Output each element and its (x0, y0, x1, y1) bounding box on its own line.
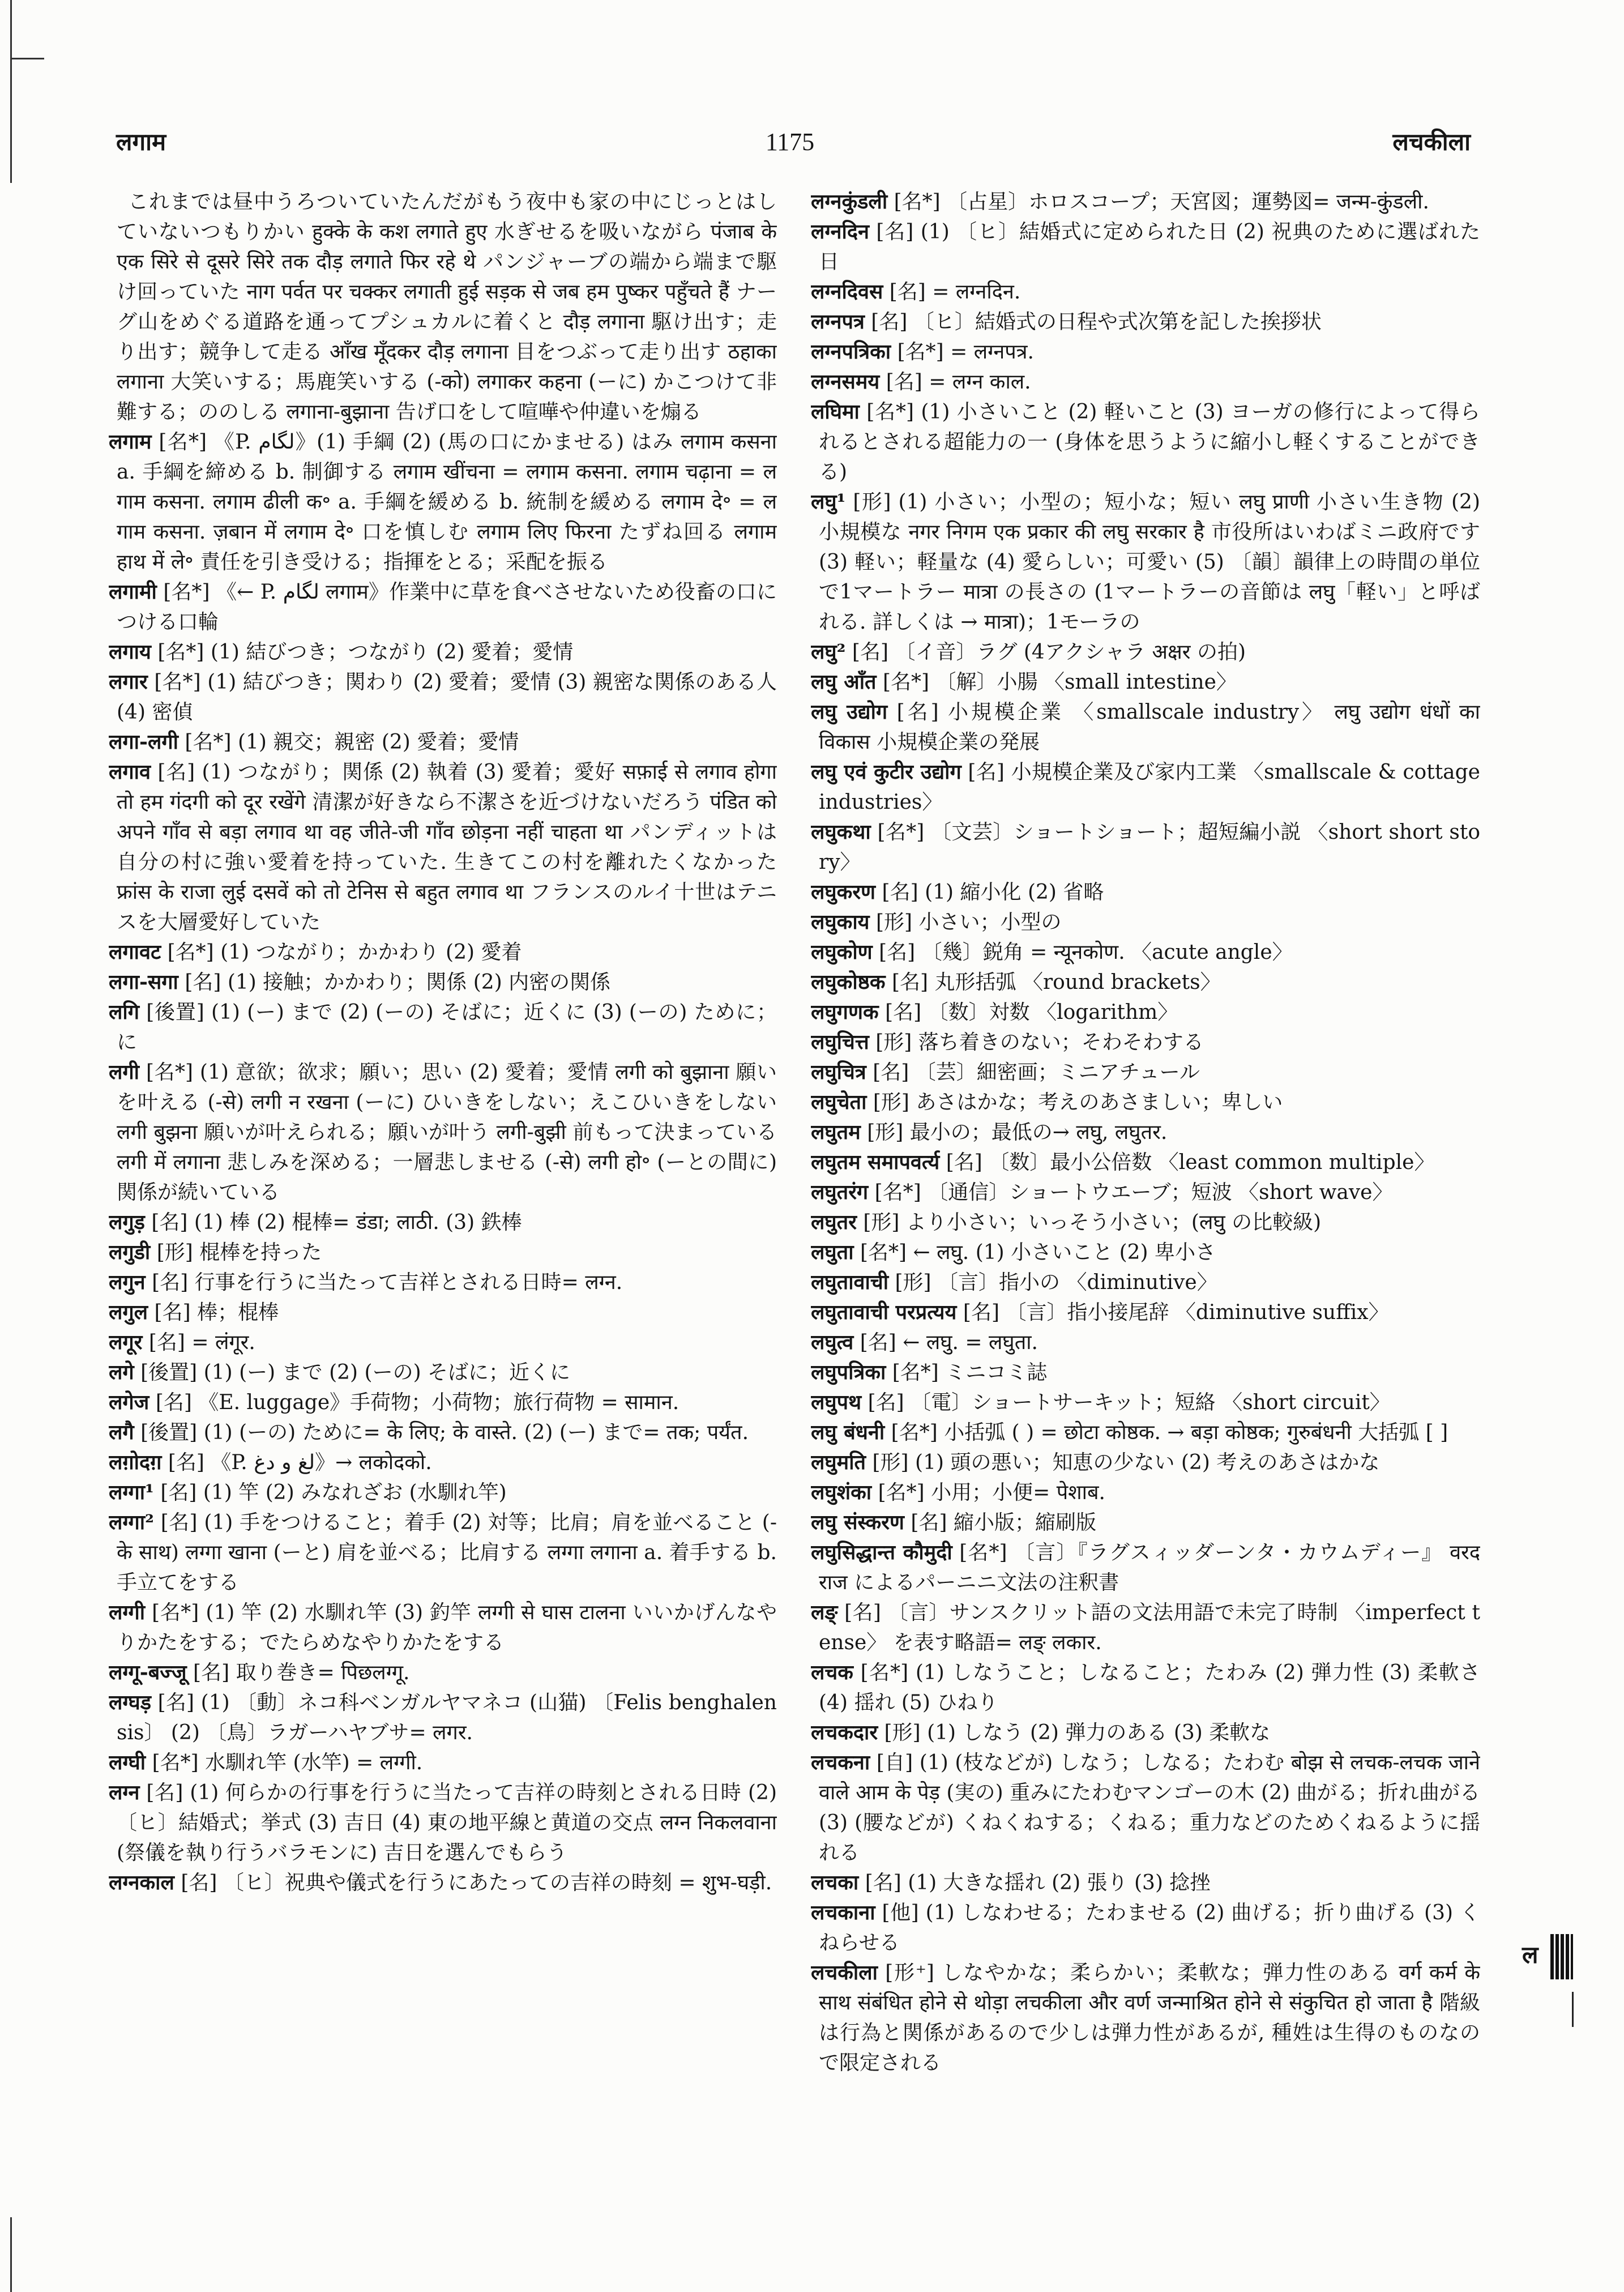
headword: लघुता (811, 1240, 854, 1264)
headword: लग्नपत्र (811, 310, 865, 334)
right-guide-word: लचकीला (1392, 128, 1471, 156)
dictionary-entry (109, 1057, 777, 1207)
right-column (811, 187, 1480, 2248)
headword: लगि (109, 1000, 140, 1024)
definition: [名] 〔言〕指小接尾辞 〈diminutive suffix〉 (963, 1301, 1389, 1324)
dictionary-entry (109, 1598, 777, 1658)
headword: लचकदार (811, 1721, 878, 1744)
headword: लचकीला (811, 1961, 878, 1984)
dictionary-entry (109, 1388, 777, 1418)
headword: लघुचित्त (811, 1030, 869, 1054)
definition: [名*] (1) 結びつき；関わり (2) 愛着；愛情 (3) 親密な関係のある人 (4) 密偵 (117, 671, 777, 724)
headword: लग्नकाल (109, 1871, 174, 1894)
headword: लग्गा² (109, 1510, 154, 1534)
definition: [形] 小さい；小型の (876, 911, 1062, 934)
dictionary-entry (811, 667, 1480, 697)
headword: लघुतम समापवर्त्य (811, 1150, 940, 1174)
definition: [名*] 〔占星〕ホロスコープ；天宮図；運勢図= जन्म-कुंडली. (894, 190, 1429, 214)
dictionary-entry (109, 667, 777, 727)
definition: [名] 〔数〕最小公倍数 〈least common multiple〉 (946, 1151, 1435, 1174)
dictionary-entry (811, 1508, 1480, 1538)
dictionary-entry (109, 1508, 777, 1598)
continued-entry (109, 187, 777, 427)
definition: [形] 〔言〕指小の 〈diminutive〉 (895, 1271, 1217, 1294)
dictionary-entry (109, 1688, 777, 1748)
dictionary-entry (109, 1478, 777, 1508)
definition: [名] 〔芸〕細密画；ミニアチュール (873, 1061, 1200, 1084)
dictionary-entry (109, 1448, 777, 1478)
definition: [名] (1) 〔動〕ネコ科ベンガルヤマネコ (山猫) 〔Felis benghalensis〕 (2) 〔鳥〕ラガーハヤブサ= लगर. (117, 1691, 777, 1744)
headword: लग्घड़ (109, 1691, 152, 1714)
headword: लग्नदिन (811, 220, 869, 244)
dictionary-entry (811, 277, 1480, 307)
definition: [形] (1) しなう (2) 弾力のある (3) 柔軟な (884, 1721, 1271, 1744)
dictionary-entry (811, 697, 1480, 757)
definition: [名] ← लघु. = लघुता. (860, 1331, 1038, 1354)
definition: [名*] = लग्नपत्र. (897, 340, 1034, 364)
headword: लग्नसमय (811, 370, 880, 394)
definition: [名*] 〔解〕小腸 〈small intestine〉 (882, 671, 1237, 694)
headword: लगा-सगा (109, 970, 178, 994)
definition: [他] (1) しなわせる；たわませる (2) 曲げる；折り曲げる (3) くねらせる (819, 1901, 1480, 1954)
definition: [名*] 〔通信〕ショートウエーブ；短波 〈short wave〉 (874, 1181, 1393, 1204)
definition: [名] 丸形括弧 〈round brackets〉 (891, 971, 1221, 994)
headword: लघिमा (811, 400, 860, 424)
definition: [名*] (1) 小さいこと (2) 軽いこと (3) ヨーガの修行によって得られるとされる超能力の一 (身体を思うように縮小し軽くすることができる) (819, 400, 1480, 484)
headword: लघुकोष्ठक (811, 970, 886, 994)
dictionary-entry (811, 1598, 1480, 1658)
definition: [名] 〔数〕対数 〈logarithm〉 (885, 1001, 1178, 1024)
definition: [名] (1) つながり；関係 (2) 執着 (3) 愛着；愛好 सफ़ाई से लगाव होगा तो हम गंदगी को दूर रखेंगे 清潔が好きなら不潔さを近づけないだろう पंडित को अपने गाँव से बड़ा लगाव था वह जीते-जी गाँव छोड़ना नहीं चाहता था パンディットは自分の村に強い愛着を持っていた. 生きてこの村を離れたくなかった फ्रांस के राजा लुई दसवें को तो टेनिस से बहुत लगाव था フランスのルイ十世はテニスを大層愛好していた (117, 761, 777, 934)
definition: [形] 棍棒を持った (156, 1241, 322, 1264)
definition: [名*] 《← P. لگام लगाम》作業中に草を食べさせないため役畜の口につける口輪 (117, 581, 777, 634)
dictionary-entry (811, 1958, 1480, 2078)
headword: लघुकरण (811, 880, 876, 904)
definition: [形⁺] しなやかな；柔らかい；柔軟な；弾力性のある वर्ग कर्म के साथ संबंधित होने से थोड़ा लचकीला और वर्ण जन्माश्रित होने से संकुचित हो जाता है 階級は行為と関係があるので少しは弾力性があるが, 種姓は生得のものなので限定される (819, 1961, 1480, 2075)
definition: [名*] 《P. لگام》(1) 手綱 (2) (馬の口にかませる) はみ लगाम कसना a. 手綱を締める b. 制御する लगाम खींचना = लगाम कसना. लगाम चढ़ाना = लगाम कसना. लगाम ढीली क॰ a. 手綱を緩める b. 統制を緩める लगाम दे॰ = लगाम कसना. ज़बान में लगाम दे॰ 口を慎しむ लगाम लिए फिरना たずね回る लगाम हाथ में ले॰ 責任を引き受ける；指揮をとる；采配を振る (117, 430, 777, 574)
dictionary-entry (811, 637, 1480, 667)
headword: लग्न (109, 1781, 140, 1804)
dictionary-entry (811, 1117, 1480, 1147)
dictionary-entry (811, 967, 1480, 997)
definition: [名] 〔言〕サンスクリット語の文法用語で未完了時制 〈imperfect tense〉 を表す略語= लङ् लकार. (819, 1601, 1480, 1654)
headword: लग्गा¹ (109, 1480, 154, 1504)
headword: लघु उद्योग (811, 700, 888, 724)
headword: लघुमति (811, 1450, 866, 1474)
definition: [形] より小さい；いっそう小さい；(लघु の比較級) (863, 1211, 1322, 1234)
dictionary-entry (109, 727, 777, 757)
definition: [名*] 〔文芸〕ショートショート；超短編小説 〈short short story〉 (819, 821, 1480, 874)
dictionary-entry (811, 997, 1480, 1027)
headword: लघुपत्रिका (811, 1360, 886, 1384)
definition: [名*] ミニコミ誌 (892, 1361, 1048, 1384)
definition: [名*] (1) 結びつき；つながり (2) 愛着；愛情 (157, 641, 574, 664)
headword: लगुल (109, 1300, 148, 1324)
definition: [名] = लग्न काल. (886, 370, 1031, 394)
headword: लघुशंका (811, 1480, 872, 1504)
definition: [名*] 水馴れ竿 (水竿) = लग्गी. (152, 1751, 423, 1774)
headword: लघुपथ (811, 1390, 862, 1414)
dictionary-entry (109, 937, 777, 967)
definition: [名*] (1) 意欲；欲求；願い；思い (2) 愛着；愛情 लगी को बुझाना 願いを叶える (-से) लगी न रखना (ーに) ひいきをしない；えこひいきをしない लगी बुझना 願いが叶えられる；願いが叶う लगी-बुझी 前もって決まっている लगी में लगाना 悲しみを深める；一層悲しませる (-से) लगी हो॰ (ーとの間に) 関係が続いている (117, 1061, 777, 1204)
scan-edge-mark (10, 58, 44, 59)
definition: [名] (1) 手をつけること；着手 (2) 対等；比肩；肩を並べること (-के साथ) लग्गा खाना (ーと) 肩を並べる；比肩する लग्गा लगाना a. 着手する b. 手立てをする (117, 1511, 777, 1594)
headword: लगे (109, 1360, 134, 1384)
definition: [自] (1) (枝などが) しなう；しなる；たわむ बोझ से लचक-लचक जाने वाले आम के पेड़ (実の) 重みにたわむマンゴーの木 (2) 曲がる；折れ曲がる (3) (腰などが) くねくねする；くねる；重力などのためくねるように揺れる (819, 1751, 1480, 1864)
headword: लगै (109, 1420, 134, 1444)
dictionary-entry (811, 1087, 1480, 1117)
dictionary-entry (811, 817, 1480, 877)
dictionary-entry (811, 367, 1480, 397)
dictionary-entry (109, 1358, 777, 1388)
dictionary-entry (811, 1177, 1480, 1207)
headword: लचका (811, 1871, 859, 1894)
headword: लग्नपत्रिका (811, 340, 891, 364)
dictionary-entry (109, 1207, 777, 1237)
definition: [名*] 小用；小便= पेशाब. (878, 1481, 1105, 1504)
dictionary-entry (811, 1147, 1480, 1177)
headword: लगाव (109, 760, 151, 784)
dictionary-entry (109, 967, 777, 997)
definition: [名*] (1) しなうこと；しなること；たわみ (2) 弾力性 (3) 柔軟さ (4) 揺れ (5) ひねり (819, 1661, 1480, 1714)
definition: [名] 〔幾〕鋭角 = न्यूनकोण. 〈acute angle〉 (879, 941, 1293, 964)
headword: लगी (109, 1060, 140, 1084)
headword: लघुत्व (811, 1330, 854, 1354)
dictionary-entry (811, 1538, 1480, 1598)
headword: लघुकथा (811, 820, 871, 844)
headword: लचकना (811, 1751, 870, 1774)
thumb-index (1522, 1928, 1579, 2036)
headword: लघुसिद्धान्त कौमुदी (811, 1540, 952, 1564)
definition: [名*] 小括弧 ( ) = छोटा कोष्ठक. → बड़ा कोष्ठक; गुरुबंधनी 大括弧 [ ] (891, 1421, 1448, 1444)
headword: लग्गी (109, 1600, 146, 1624)
dictionary-entry (109, 637, 777, 667)
headword: लगुड़ (109, 1210, 145, 1234)
definition: [名] (1) 〔ヒ〕結婚式に定められた日 (2) 祝典のために選ばれた日 (819, 220, 1480, 274)
dictionary-entry (109, 1267, 777, 1297)
headword: लघुचेता (811, 1090, 867, 1114)
headword: लङ् (811, 1600, 838, 1624)
left-column (109, 187, 777, 2248)
dictionary-entry (811, 1868, 1480, 1898)
definition: [名*] (1) 竿 (2) 水馴れ竿 (3) 釣竿 लग्गी से घास टालना いいかげんなやりかたをする；でたらめなやりかたをする (117, 1601, 777, 1654)
headword: लघुगणक (811, 1000, 879, 1024)
dictionary-entry (811, 1297, 1480, 1328)
definition: [名] (1) 竿 (2) みなれざお (水馴れ竿) (160, 1481, 507, 1504)
scan-edge-mark (10, 2217, 12, 2292)
definition: [名] 行事を行うに当たって吉祥とされる日時= लग्न. (152, 1271, 623, 1294)
headword: लघु आँत (811, 670, 877, 694)
dictionary-entry (811, 1328, 1480, 1358)
definition: [名*] (1) 親交；親密 (2) 愛着；愛情 (185, 731, 519, 754)
headword: लगाम (109, 430, 152, 454)
definition: [形] 最小の；最低の→ लघु, लघुतर. (867, 1121, 1168, 1144)
definition: [名] = लंगूर. (148, 1331, 255, 1354)
dictionary-entry (811, 757, 1480, 817)
dictionary-entry (811, 1418, 1480, 1448)
thumb-index-rule (1572, 1992, 1574, 2027)
headword: लघुतरंग (811, 1180, 869, 1204)
headword: लघु¹ (811, 490, 846, 514)
dictionary-entry (109, 1297, 777, 1328)
headword: लघु बंधनी (811, 1420, 885, 1444)
definition: [名] 縮小版；縮刷版 (911, 1511, 1096, 1534)
definition: [名] 《P. لغ و دغ》→ लकोदको. (168, 1451, 432, 1474)
definition: [名] = लग्नदिन. (889, 280, 1021, 304)
definition: [後置] (1) (ー) まで (2) (ーの) そばに；近くに (140, 1361, 571, 1384)
headword: लग्गू-बज्जू (109, 1661, 187, 1684)
thumb-index-tab (1550, 1934, 1573, 1979)
definition: [名] 取り巻き= पिछलग्गू. (193, 1661, 410, 1684)
headword: लघुतावाची परप्रत्यय (811, 1300, 957, 1324)
dictionary-entry (109, 1237, 777, 1267)
definition: [名] 〔ヒ〕結婚式の日程や式次第を記した挨拶状 (871, 310, 1322, 334)
definition: [名] (1) 接触；かかわり；関係 (2) 内密の関係 (185, 971, 611, 994)
headword: लगूर (109, 1330, 143, 1354)
headword: लघुचित्र (811, 1060, 866, 1084)
dictionary-entry (811, 1358, 1480, 1388)
dictionary-entry (109, 997, 777, 1057)
definition: [形] (1) 頭の悪い；知恵の少ない (2) 考えのあさはかな (872, 1451, 1380, 1474)
dictionary-entry (811, 307, 1480, 337)
dictionary-entry (811, 1898, 1480, 1958)
definition: [形] あさはかな；考えのあさましい；卑しい (873, 1091, 1283, 1114)
dictionary-entry (811, 217, 1480, 277)
headword: लघुतर (811, 1210, 857, 1234)
definition: [名*] ← लघु. (1) 小さいこと (2) 卑小さ (860, 1241, 1216, 1264)
dictionary-entry (109, 1328, 777, 1358)
headword: लग्नदिवस (811, 280, 883, 304)
headword: लचक (811, 1661, 853, 1684)
headword: लचकाना (811, 1901, 875, 1924)
definition: [名] 小規模企業及び家内工業 〈smallscale & cottage industries〉 (819, 761, 1480, 814)
definition: [名] (1) 大きな揺れ (2) 張り (3) 捻挫 (865, 1871, 1211, 1894)
dictionary-entry (811, 1478, 1480, 1508)
definition: これまでは昼中うろついていたんだがもう夜中も家の中にじっとはしていないつもりかい हुक्के के कश लगाते हुए 水ぎせるを吸いながら पंजाब के एक सिरे से दूसरे सिरे तक दौड़ लगाते फिर रहे थे パンジャーブの端から端まで駆け回っていた नाग पर्वत पर चक्कर लगाती हुई सड़क से जब हम पुष्कर पहुँचते हैं ナーグ山をめぐる道路を通ってプシュカルに着くと दौड़ लगाना 駆け出す；走り出す；競争して走る आँख मूँदकर दौड़ लगाना 目をつぶって走り出す ठहाका लगाना 大笑いする；馬鹿笑いする (-को) लगाकर कहना (ーに) かこつけて非難する；ののしる लगाना-बुझाना 告げ口をして喧嘩や仲違いを煽る (117, 190, 777, 424)
definition: [名] (1) 縮小化 (2) 省略 (882, 881, 1104, 904)
dictionary-entry (109, 1868, 777, 1898)
dictionary-entry (811, 1718, 1480, 1748)
headword: लगावट (109, 940, 161, 964)
dictionary-entry (109, 1418, 777, 1448)
dictionary-entry (811, 1388, 1480, 1418)
definition: [名] 〔ヒ〕祝典や儀式を行うにあたっての吉祥の時刻 = शुभ-घड़ी. (181, 1871, 772, 1894)
dictionary-entry (811, 1658, 1480, 1718)
headword: लगार (109, 670, 148, 694)
dictionary-entry (811, 397, 1480, 487)
dictionary-entry (109, 1748, 777, 1778)
dictionary-entry (811, 1027, 1480, 1057)
dictionary-entry (811, 487, 1480, 637)
headword: लग़ोदग़ (109, 1450, 162, 1474)
dictionary-entry (811, 1237, 1480, 1267)
definition: [名] 《E. luggage》手荷物；小荷物；旅行荷物 = सामान. (155, 1391, 679, 1414)
headword: लघु² (811, 640, 846, 664)
headword: लगामी (109, 580, 157, 604)
headword: लगाय (109, 640, 151, 664)
definition: [名*] (1) つながり；かかわり (2) 愛着 (167, 941, 522, 964)
dictionary-entry (811, 1207, 1480, 1237)
headword: लग्घी (109, 1751, 146, 1774)
dictionary-entry (811, 1267, 1480, 1297)
dictionary-entry (109, 757, 777, 937)
headword: लग्नकुंडली (811, 190, 888, 214)
dictionary-entry (811, 877, 1480, 907)
thumb-index-letter: ल (1522, 1941, 1538, 1969)
definition: [後置] (1) (ー) まで (2) (ーの) そばに；近くに (3) (ーの) ために；に (117, 1001, 777, 1054)
dictionary-entry (811, 187, 1480, 217)
definition: [形] 落ち着きのない；そわそわする (875, 1031, 1204, 1054)
definition: [名] 〔電〕ショートサーキット；短絡 〈short circuit〉 (867, 1391, 1390, 1414)
definition: [名] 〔イ音〕ラグ (4アクシャラ अक्षर の拍) (852, 641, 1246, 664)
headword: लघु संस्करण (811, 1510, 904, 1534)
headword: लगा-लगी (109, 730, 178, 754)
dictionary-entry (811, 937, 1480, 967)
dictionary-entry (811, 1748, 1480, 1868)
headword: लघुतम (811, 1120, 861, 1144)
dictionary-entry (109, 1778, 777, 1868)
headword: लगुन (109, 1270, 146, 1294)
dictionary-entry (811, 907, 1480, 937)
dictionary-entry (811, 337, 1480, 367)
definition: [名] (1) 棒 (2) 棍棒= डंडा; लाठी. (3) 鉄棒 (151, 1211, 522, 1234)
definition: [形] (1) 小さい；小型の；短小な；短い लघु प्राणी 小さい生き物 (2) 小規模な नगर निगम एक प्रकार की लघु सरकार है 市役所はいわばミニ政府です (3) 軽い；軽量な (4) 愛らしい；可愛い (5) 〔韻〕韻律上の時間の単位で1マートラー मात्रा の長さの (1マートラーの音節は लघु「軽い」と呼ばれる. 詳しくは → मात्रा)；1モーラの (819, 490, 1480, 634)
headword: लघुतावाची (811, 1270, 889, 1294)
definition: [後置] (1) (ーの) ために= के लिए; के वास्ते. (2) (ー) まで= तक; पर्यंत. (140, 1421, 749, 1444)
definition: [名] 棒；棍棒 (154, 1301, 279, 1324)
dictionary-entry (811, 1448, 1480, 1478)
headword: लघुकोण (811, 940, 873, 964)
definition: [名] (1) 何らかの行事を行うに当たって吉祥の時刻とされる日時 (2) 〔ヒ〕結婚式；挙式 (3) 吉日 (4) 東の地平線と黄道の交点 लग्न निकलवाना (祭儀を執り行うバラモンに) 吉日を選んでもらう (117, 1781, 777, 1864)
definition: [名] 小規模企業 〈smallscale industry〉 लघु उद्योग धंधों का विकास 小規模企業の発展 (819, 701, 1480, 754)
dictionary-entry (109, 427, 777, 577)
left-guide-word: लगाम (116, 128, 166, 156)
page-number: 1175 (765, 128, 815, 156)
headword: लगुडी (109, 1240, 151, 1264)
dictionary-entry (811, 1057, 1480, 1087)
headword: लघु एवं कुटीर उद्योग (811, 760, 961, 784)
dictionary-entry (109, 1658, 777, 1688)
dictionary-entry (109, 577, 777, 637)
scan-edge-mark (10, 0, 12, 183)
headword: लगेज (109, 1390, 149, 1414)
definition: [名*] 〔言〕『ラグスィッダーンタ・カウムディー』 वरदराज によるパーニニ文法の注釈書 (819, 1541, 1480, 1594)
headword: लघुकाय (811, 910, 870, 934)
